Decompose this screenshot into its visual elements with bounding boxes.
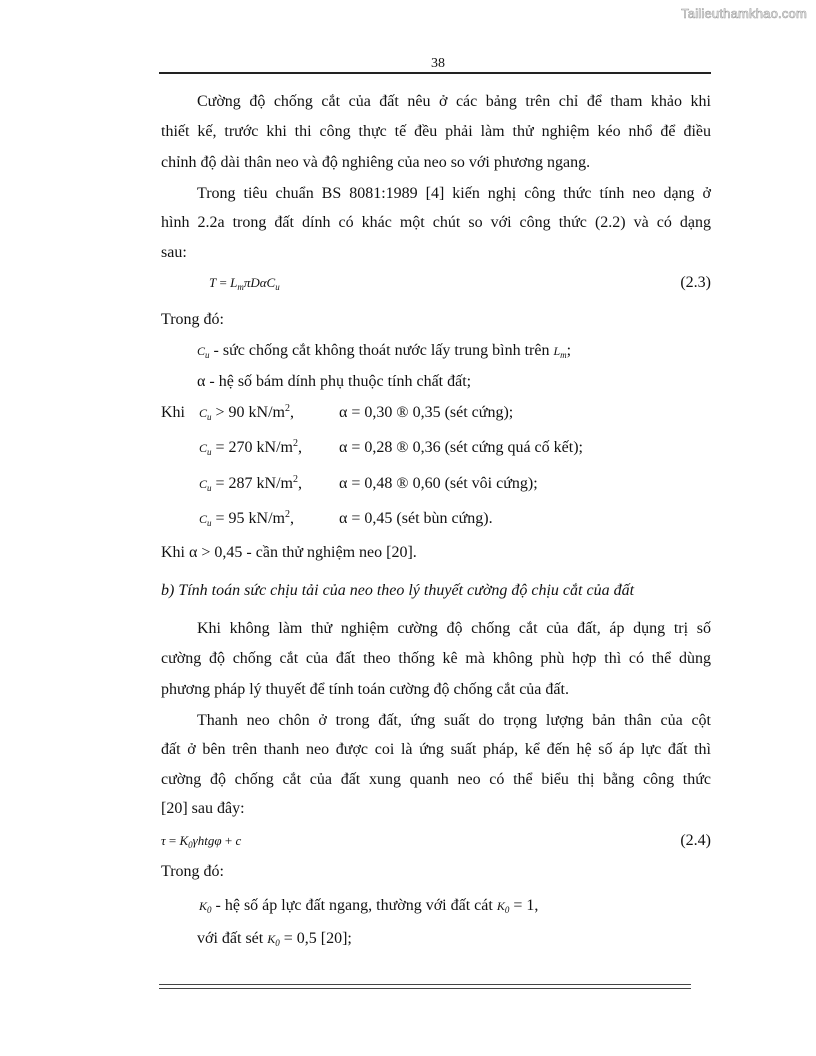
alpha-note: Khi α > 0,45 - cần thử nghiệm neo [20]. (161, 544, 417, 561)
paragraph-line: hình 2.2a trong đất dính có khác một chút so với công thức (2.2) và có dạng (161, 214, 711, 231)
case-alpha: α = 0,30 ® 0,35 (sét cứng); (339, 404, 514, 421)
where-label: Trong đó: (161, 863, 224, 880)
definition-k0: K0 - hệ số áp lực đất ngang, thường với đất cát K0 = 1, (199, 897, 539, 915)
footer-rule (159, 984, 691, 989)
paragraph-line: cường độ chống cắt của đất theo thống kê mà không phù hợp thì có thể dùng (161, 650, 711, 667)
case-row: Cu = 287 $kN/m^2$, (199, 474, 302, 493)
paragraph-line: phương pháp lý thuyết để tính toán cường độ chống cắt của đất. (161, 681, 569, 698)
paragraph-line: Cường độ chống cắt của đất nêu ở các bảng trên chỉ để tham khảo khi (197, 93, 711, 110)
case-row: Cu = 95 $kN/m^2$, (199, 509, 294, 528)
equation-number: (2.3) (680, 274, 711, 291)
paragraph-line: Thanh neo chôn ở trong đất, ứng suất do trọng lượng bản thân của cột (197, 712, 711, 729)
paragraph-line: [20] sau đây: (161, 800, 245, 817)
paragraph-line: đất ở bên trên thanh neo được coi là ứng suất pháp, kể đến hệ số áp lực đất thì (161, 741, 711, 758)
section-heading: b) Tính toán sức chịu tải của neo theo lý thuyết cường độ chịu cắt của đất (161, 582, 635, 599)
paragraph-line: Trong tiêu chuẩn BS 8081:1989 [4] kiến nghị công thức tính neo dạng ở (197, 185, 711, 202)
definition-cu: Cu - sức chống cắt không thoát nước lấy trung bình trên Lm; (197, 342, 572, 360)
case-row: Cu = 270 $kN/m^2$, (199, 438, 302, 457)
formula-2-3: $T = L_m\pi D\alpha C_u$ (209, 275, 280, 292)
khi-label: Khi (161, 404, 185, 421)
definition-k0-clay: với đất sét K0 = 0,5 [20]; (197, 930, 352, 948)
paragraph-line: sau: (161, 244, 187, 261)
paragraph-line: cường độ chống cắt của đất xung quanh neo có thể biểu thị bằng công thức (161, 771, 711, 788)
page-number: 38 (431, 56, 445, 71)
formula-2-4: $\tau = K_0\gamma htg\varphi + c$ (161, 833, 242, 850)
paragraph-line: chỉnh độ dài thân neo và độ nghiêng của neo so với phương ngang. (161, 154, 591, 171)
case-row: Cu > 90 $kN/m^2$, (199, 403, 294, 422)
header-rule (159, 72, 711, 74)
definition-alpha: α - hệ số bám dính phụ thuộc tính chất đất; (197, 373, 472, 390)
watermark: Tailieuthamkhao.com (681, 6, 807, 21)
where-label: Trong đó: (161, 311, 224, 328)
case-alpha: α = 0,48 ® 0,60 (sét vôi cứng); (339, 475, 538, 492)
paragraph-line: Khi không làm thử nghiệm cường độ chống cắt của đất, áp dụng trị số (197, 620, 711, 637)
paragraph-line: thiết kế, trước khi thi công thực tế đều phải làm thử nghiệm kéo nhổ để điều (161, 123, 711, 140)
equation-number: (2.4) (680, 832, 711, 849)
case-alpha: α = 0,45 (sét bùn cứng). (339, 510, 493, 527)
case-alpha: α = 0,28 ® 0,36 (sét cứng quá cố kết); (339, 439, 583, 456)
